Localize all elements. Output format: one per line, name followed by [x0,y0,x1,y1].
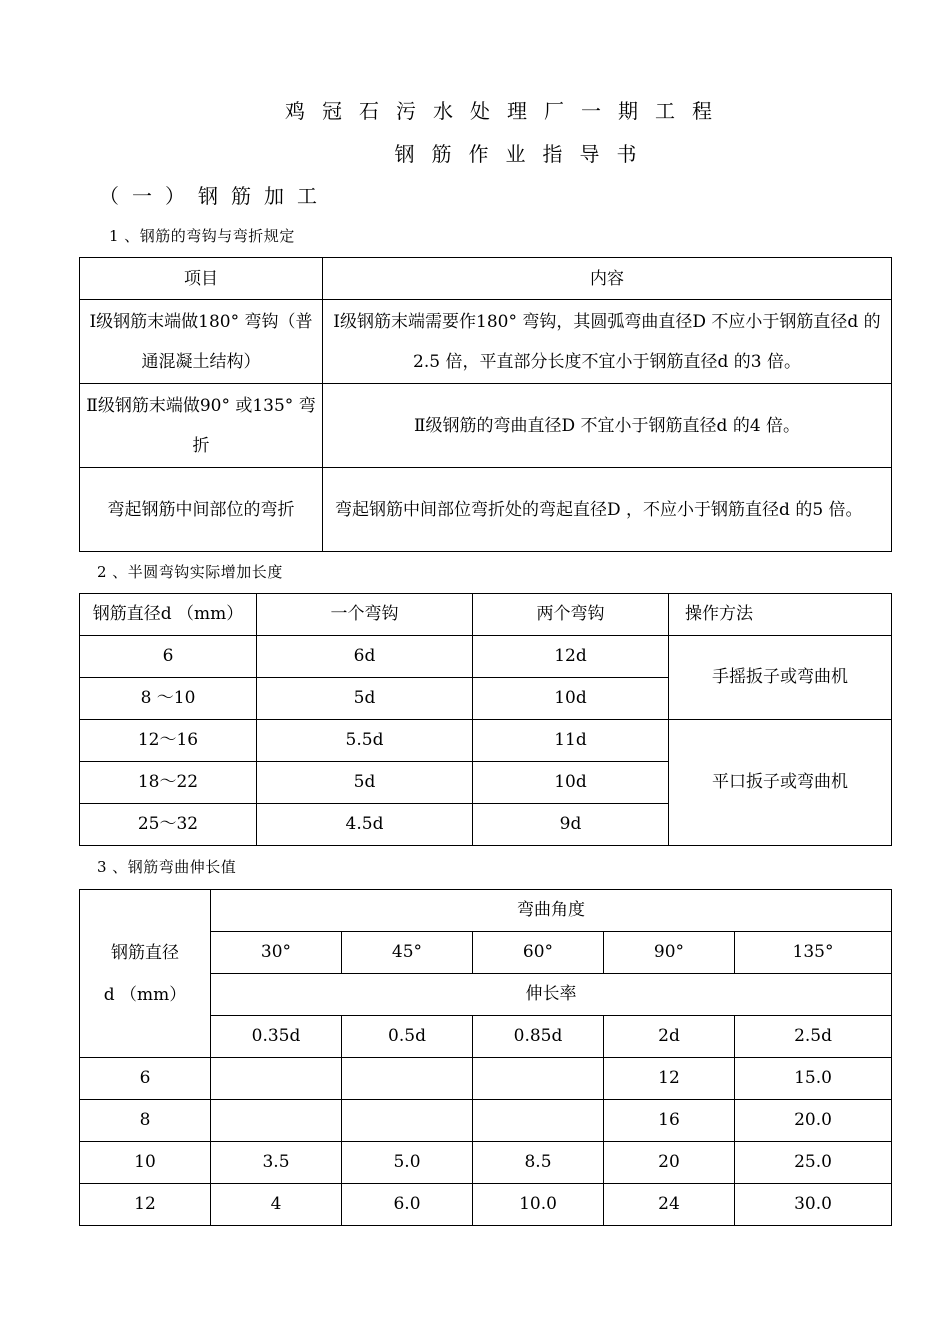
table-row [80,636,892,678]
table-cell [342,1100,473,1142]
table-cell: 10.0 [473,1184,604,1226]
table-cell: 25.0 [735,1142,892,1184]
angle-cell: 30° [211,932,342,974]
diameter-header [80,890,211,1058]
hook-length-table [79,593,892,846]
table-cell: Ⅰ级钢筋末端做180° 弯钩（普通混凝土结构） [80,300,323,384]
table-row [80,720,892,762]
table-cell: 10d [473,762,669,804]
table-cell: 8 [80,1100,211,1142]
table-row [80,1058,892,1100]
rate-cell: 0.5d [342,1016,473,1058]
table-cell: 16 [604,1100,735,1142]
rate-cell: 2.5d [735,1016,892,1058]
table-cell: 12 [80,1184,211,1226]
table-cell: 弯起钢筋中间部位的弯折 [80,468,323,552]
diameter-unit: d （mm） [103,984,187,1005]
table-cell: 30.0 [735,1184,892,1226]
table-cell: 6 [80,636,257,678]
table-cell: 平口扳子或弯曲机 [669,720,892,846]
table-cell [473,1058,604,1100]
hook-bend-rules-table [79,257,892,552]
table-cell [342,1058,473,1100]
angle-header: 弯曲角度 [211,890,892,932]
table-cell: 20 [604,1142,735,1184]
table-cell: 5.0 [342,1142,473,1184]
table-cell [473,1100,604,1142]
angle-cell: 135° [735,932,892,974]
table-cell: 18～22 [80,762,257,804]
table-cell: 25～32 [80,804,257,846]
table-cell: 10d [473,678,669,720]
angle-cell: 60° [473,932,604,974]
table-cell: Ⅰ级钢筋末端需要作180° 弯钩，其圆弧弯曲直径D 不应小于钢筋直径d 的2.5 倍，平直部分长度不宜小于钢筋直径d 的3 倍。 [323,300,892,384]
table-header: 内容 [323,258,892,300]
table-cell: 20.0 [735,1100,892,1142]
table-cell: 24 [604,1184,735,1226]
table-cell: Ⅱ级钢筋的弯曲直径D 不宜小于钢筋直径d 的4 倍。 [323,384,892,468]
table-cell [211,1100,342,1142]
table-cell: 10 [80,1142,211,1184]
elongation-header: 伸长率 [211,974,892,1016]
table-cell: 弯起钢筋中间部位弯折处的弯起直径D ，不应小于钢筋直径d 的5 倍。 [323,468,892,552]
table-cell: 6.0 [342,1184,473,1226]
bend-elongation-table [79,889,892,1226]
table-header: 一个弯钩 [257,594,473,636]
section-heading: （一）钢筋加工 [99,184,330,208]
table-cell: 12 [604,1058,735,1100]
angle-cell: 90° [604,932,735,974]
rate-cell: 0.85d [473,1016,604,1058]
table-cell: 6 [80,1058,211,1100]
table-row [80,1184,892,1226]
table-header: 操作方法 [669,594,892,636]
table-cell: 8 ～10 [80,678,257,720]
table-row [80,1100,892,1142]
table-cell: 手摇扳子或弯曲机 [669,636,892,720]
table-cell [211,1058,342,1100]
table-row [80,1142,892,1184]
table-header: 两个弯钩 [473,594,669,636]
table-cell: 12～16 [80,720,257,762]
table-cell: 5d [257,678,473,720]
angle-cell: 45° [342,932,473,974]
table-cell: 12d [473,636,669,678]
subsection-3-heading: 3 、钢筋弯曲伸长值 [97,858,237,876]
table-cell: 9d [473,804,669,846]
table-cell: 4.5d [257,804,473,846]
table-header: 项目 [80,258,323,300]
table-cell: 3.5 [211,1142,342,1184]
table-cell: 6d [257,636,473,678]
table-cell: 11d [473,720,669,762]
diameter-label: 钢筋直径 [111,942,179,963]
document-subtitle: 钢筋作业指导书 [394,142,654,166]
rate-cell: 0.35d [211,1016,342,1058]
table-cell: 5.5d [257,720,473,762]
table-cell: 15.0 [735,1058,892,1100]
subsection-1-heading: 1 、钢筋的弯钩与弯折规定 [109,227,295,245]
table-cell: 4 [211,1184,342,1226]
document-title: 鸡冠石污水处理厂一期工程 [285,99,729,123]
table-cell: 5d [257,762,473,804]
table-cell: 8.5 [473,1142,604,1184]
subsection-2-heading: 2 、半圆弯钩实际增加长度 [97,563,283,581]
rate-cell: 2d [604,1016,735,1058]
table-header: 钢筋直径d （mm） [80,594,257,636]
table-cell: Ⅱ级钢筋末端做90° 或135° 弯折 [80,384,323,468]
